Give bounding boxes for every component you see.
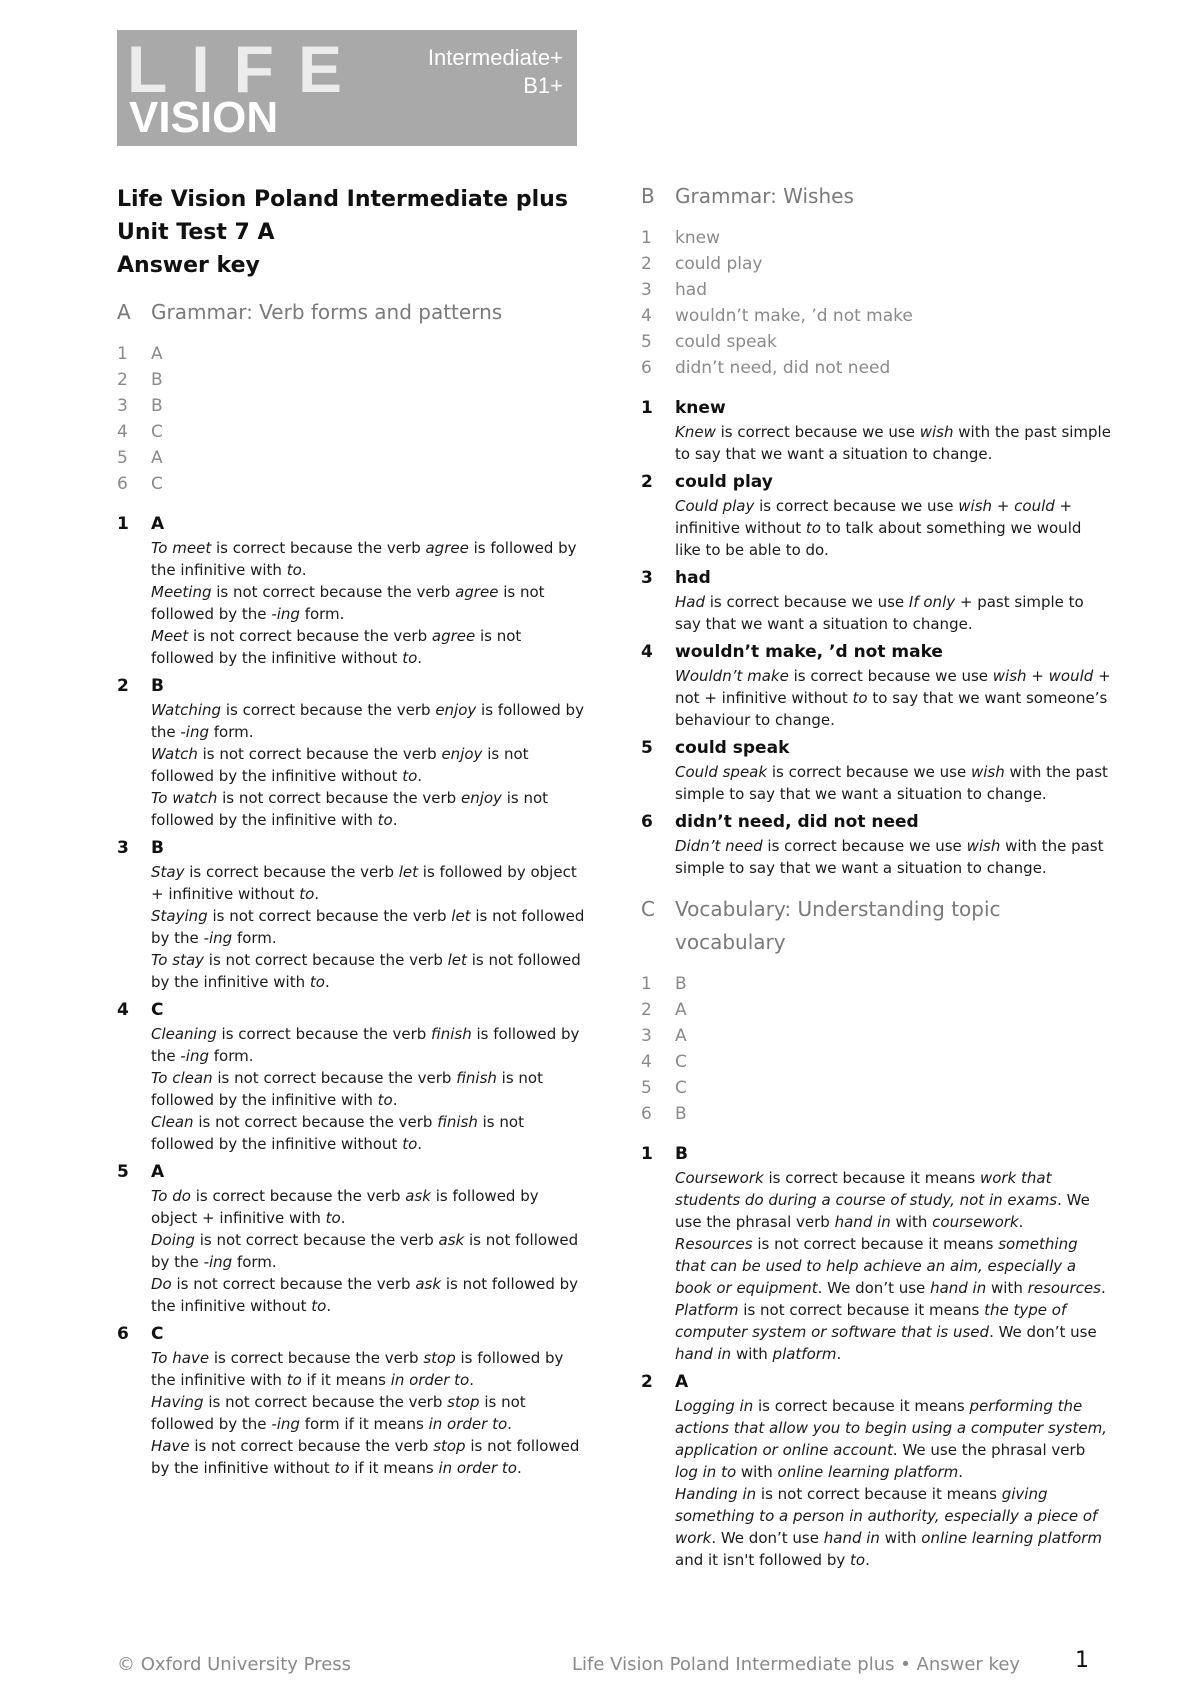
explanation-line: Do is not correct because the verb ask is not followed by the infinitive without to. — [151, 1275, 579, 1315]
explanation — [675, 761, 1111, 805]
level-label — [428, 44, 563, 100]
summary-row — [641, 1101, 1111, 1127]
answer-value: A — [151, 514, 165, 534]
explanation-line: Handing in is not correct because it means giving something to a person in authority, especially a piece of work. We don’t use hand in with online learning platform and it isn't followed by to. — [675, 1485, 1103, 1569]
answer-item — [641, 809, 1111, 879]
answer-value: C — [151, 1324, 164, 1344]
section-letter: A — [117, 300, 131, 324]
answer-item-heading — [641, 469, 1111, 495]
summary-answer: C — [675, 1052, 687, 1072]
summary-row — [117, 393, 587, 419]
explanation — [675, 835, 1111, 879]
summary-answer: B — [151, 370, 163, 390]
answer-item — [117, 1159, 587, 1317]
title-line3: Answer key — [117, 253, 260, 278]
section-letter: C — [641, 897, 655, 921]
section-b — [641, 180, 1111, 879]
answer-number: 2 — [641, 472, 653, 492]
explanation-line: Coursework is correct because it means work that students do during a course of study, not in exams. We use the phrasal verb hand in with coursework. — [675, 1169, 1090, 1231]
explanation-line: Meet is not correct because the verb agree is not followed by the infinitive without to. — [151, 627, 522, 667]
summary-answer: knew — [675, 228, 720, 248]
summary-answer: could play — [675, 254, 763, 274]
explanation — [675, 1395, 1111, 1571]
summary-number: 1 — [641, 228, 652, 248]
summary-number: 5 — [641, 1078, 652, 1098]
explanation — [151, 699, 587, 831]
explanation-line: Cleaning is correct because the verb finish is followed by the -ing form. — [151, 1025, 580, 1065]
summary-number: 2 — [117, 370, 128, 390]
answer-summary — [117, 341, 587, 497]
answer-number: 5 — [117, 1162, 129, 1182]
explanation — [151, 537, 587, 669]
summary-row — [641, 329, 1111, 355]
summary-number: 6 — [117, 474, 128, 494]
explanation-line: Had is correct because we use If only + past simple to say that we want a situation to change. — [675, 593, 1084, 633]
answer-item — [641, 565, 1111, 635]
summary-number: 4 — [117, 422, 128, 442]
explanation-line: Wouldn’t make is correct because we use wish + would + not + infinitive without to to say that we want someone’s behaviour to change. — [675, 667, 1111, 729]
answer-item — [641, 735, 1111, 805]
explanation-line: Watch is not correct because the verb enjoy is not followed by the infinitive without to. — [151, 745, 529, 785]
explanation-line: Could play is correct because we use wish + could + infinitive without to to talk about something we would like to be able to do. — [675, 497, 1082, 559]
answer-value: didn’t need, did not need — [675, 812, 919, 832]
summary-number: 3 — [117, 396, 128, 416]
answer-item-heading — [641, 1369, 1111, 1395]
section-heading — [641, 893, 1111, 959]
answer-item-heading — [117, 1321, 587, 1347]
summary-row — [117, 471, 587, 497]
explanation-line: Knew is correct because we use wish with the past simple to say that we want a situation to change. — [675, 423, 1111, 463]
summary-row — [641, 1023, 1111, 1049]
explanation — [675, 421, 1111, 465]
answer-value: B — [151, 838, 164, 858]
answer-number: 1 — [641, 398, 653, 418]
explanation-line: Watching is correct because the verb enjoy is followed by the -ing form. — [151, 701, 584, 741]
summary-answer: didn’t need, did not need — [675, 358, 891, 378]
answer-value: could speak — [675, 738, 790, 758]
explanation — [151, 1023, 587, 1155]
summary-number: 5 — [641, 332, 652, 352]
summary-answer: had — [675, 280, 707, 300]
answer-item — [641, 395, 1111, 465]
answer-item-heading — [641, 1141, 1111, 1167]
explanation — [151, 1347, 587, 1479]
summary-row — [641, 1049, 1111, 1075]
answer-item — [641, 639, 1111, 731]
summary-row — [117, 341, 587, 367]
left-column — [117, 183, 587, 1483]
brand-bottom: VISION — [129, 93, 279, 142]
summary-answer: C — [151, 422, 163, 442]
answer-summary — [641, 225, 1111, 381]
answer-item — [641, 1369, 1111, 1571]
summary-answer: B — [151, 396, 163, 416]
explanation-line: Didn’t need is correct because we use wish with the past simple to say that we want a situation to change. — [675, 837, 1104, 877]
section-heading — [117, 296, 587, 329]
title-line1: Life Vision Poland Intermediate plus — [117, 187, 568, 212]
explanation-line: Staying is not correct because the verb let is not followed by the -ing form. — [151, 907, 585, 947]
explanation-line: To do is correct because the verb ask is followed by object + infinitive with to. — [151, 1187, 539, 1227]
explanation-line: Stay is correct because the verb let is followed by object + infinitive without to. — [151, 863, 577, 903]
explanation-line: To have is correct because the verb stop is followed by the infinitive with to if it means in order to. — [151, 1349, 564, 1389]
answer-item-heading — [117, 1159, 587, 1185]
answer-value: B — [151, 676, 164, 696]
answer-item-heading — [117, 511, 587, 537]
answer-number: 3 — [117, 838, 129, 858]
summary-answer: A — [675, 1026, 687, 1046]
summary-number: 6 — [641, 358, 652, 378]
answer-item-heading — [641, 809, 1111, 835]
answer-number: 5 — [641, 738, 653, 758]
explanation-line: To meet is correct because the verb agree is followed by the infinitive with to. — [151, 539, 577, 579]
summary-number: 6 — [641, 1104, 652, 1124]
summary-number: 4 — [641, 306, 652, 326]
answer-number: 1 — [117, 514, 129, 534]
summary-row — [641, 251, 1111, 277]
summary-number: 1 — [117, 344, 128, 364]
answer-value: A — [675, 1372, 689, 1392]
answer-value: had — [675, 568, 711, 588]
summary-answer: C — [675, 1078, 687, 1098]
answer-item-heading — [641, 395, 1111, 421]
summary-answer: B — [675, 1104, 687, 1124]
answer-summary — [641, 971, 1111, 1127]
answer-item-heading — [641, 565, 1111, 591]
explanation — [675, 495, 1111, 561]
summary-row — [641, 225, 1111, 251]
section-title: Vocabulary: Understanding topic vocabulary — [675, 897, 1001, 954]
answer-number: 6 — [117, 1324, 129, 1344]
summary-answer: A — [675, 1000, 687, 1020]
answer-item — [117, 673, 587, 831]
answer-item — [641, 469, 1111, 561]
answer-number: 6 — [641, 812, 653, 832]
summary-row — [641, 1075, 1111, 1101]
explanation-line: To stay is not correct because the verb let is not followed by the infinitive with to. — [151, 951, 581, 991]
summary-number: 2 — [641, 254, 652, 274]
explanation-line: Having is not correct because the verb stop is not followed by the -ing form if it means in order to. — [151, 1393, 526, 1433]
explanation-line: Doing is not correct because the verb ask is not followed by the -ing form. — [151, 1231, 579, 1271]
document-title — [117, 183, 587, 282]
summary-row — [641, 303, 1111, 329]
summary-answer: A — [151, 448, 163, 468]
summary-answer: A — [151, 344, 163, 364]
summary-number: 4 — [641, 1052, 652, 1072]
life-vision-logo-banner — [117, 30, 577, 146]
summary-answer: C — [151, 474, 163, 494]
explanation-line: To watch is not correct because the verb enjoy is not followed by the infinitive with to. — [151, 789, 549, 829]
explanation — [151, 861, 587, 993]
summary-answer: B — [675, 974, 687, 994]
answer-number: 4 — [641, 642, 653, 662]
summary-number: 5 — [117, 448, 128, 468]
level-line1: Intermediate+ — [427, 45, 563, 70]
summary-answer: wouldn’t make, ’d not make — [675, 306, 913, 326]
answer-item — [641, 1141, 1111, 1365]
answer-number: 1 — [641, 1144, 653, 1164]
summary-row — [641, 997, 1111, 1023]
answer-value: could play — [675, 472, 773, 492]
level-line2: B1+ — [523, 73, 563, 98]
brand-top: LIFE — [127, 32, 366, 106]
section-c — [641, 893, 1111, 1571]
explanation — [675, 591, 1111, 635]
answer-item-heading — [117, 997, 587, 1023]
section-title: Grammar: Wishes — [675, 184, 854, 208]
answer-item-heading — [117, 835, 587, 861]
summary-answer: could speak — [675, 332, 777, 352]
answer-value: knew — [675, 398, 726, 418]
summary-row — [117, 367, 587, 393]
answer-item — [117, 997, 587, 1155]
footer-copyright: © Oxford University Press — [117, 1654, 352, 1675]
section-a — [117, 296, 587, 1479]
answer-item — [117, 1321, 587, 1479]
answer-item-heading — [641, 735, 1111, 761]
title-line2: Unit Test 7 A — [117, 220, 275, 245]
section-title: Grammar: Verb forms and patterns — [151, 300, 503, 324]
summary-row — [641, 971, 1111, 997]
explanation — [675, 665, 1111, 731]
answer-item-heading — [641, 639, 1111, 665]
answer-number: 2 — [117, 676, 129, 696]
summary-number: 3 — [641, 1026, 652, 1046]
answer-value: wouldn’t make, ’d not make — [675, 642, 943, 662]
explanation — [675, 1167, 1111, 1365]
summary-row — [117, 419, 587, 445]
answer-item — [117, 511, 587, 669]
answer-number: 3 — [641, 568, 653, 588]
explanation-line: Clean is not correct because the verb finish is not followed by the infinitive without to. — [151, 1113, 524, 1153]
explanation-line: Meeting is not correct because the verb agree is not followed by the -ing form. — [151, 583, 545, 623]
summary-row — [641, 277, 1111, 303]
answer-value: A — [151, 1162, 165, 1182]
section-heading — [641, 180, 1111, 213]
explanation-line: Resources is not correct because it means something that can be used to help achieve an aim, especially a book or equipment. We don’t use hand in with resources. — [675, 1235, 1106, 1297]
explanation-line: Platform is not correct because it means the type of computer system or software that is used. We don’t use hand in with platform. — [675, 1301, 1097, 1363]
explanation-line: To clean is not correct because the verb finish is not followed by the infinitive with to. — [151, 1069, 543, 1109]
answer-item-heading — [117, 673, 587, 699]
summary-number: 1 — [641, 974, 652, 994]
section-letter: B — [641, 184, 655, 208]
footer-doc-title: Life Vision Poland Intermediate plus • Answer key — [572, 1654, 1021, 1675]
explanation-line: Could speak is correct because we use wish with the past simple to say that we want a situation to change. — [675, 763, 1108, 803]
answer-number: 2 — [641, 1372, 653, 1392]
right-column — [641, 180, 1111, 1575]
answer-value: B — [675, 1144, 688, 1164]
summary-number: 2 — [641, 1000, 652, 1020]
answer-item — [117, 835, 587, 993]
explanation-line: Have is not correct because the verb stop is not followed by the infinitive without to if it means in order to. — [151, 1437, 580, 1477]
explanation — [151, 1185, 587, 1317]
summary-number: 3 — [641, 280, 652, 300]
summary-row — [641, 355, 1111, 381]
summary-row — [117, 445, 587, 471]
answer-number: 4 — [117, 1000, 129, 1020]
explanation-line: Logging in is correct because it means performing the actions that allow you to begin using a computer system, application or online account. We use the phrasal verb log in to with online learning platform. — [675, 1397, 1107, 1481]
page-number: 1 — [1075, 1648, 1089, 1673]
answer-value: C — [151, 1000, 164, 1020]
